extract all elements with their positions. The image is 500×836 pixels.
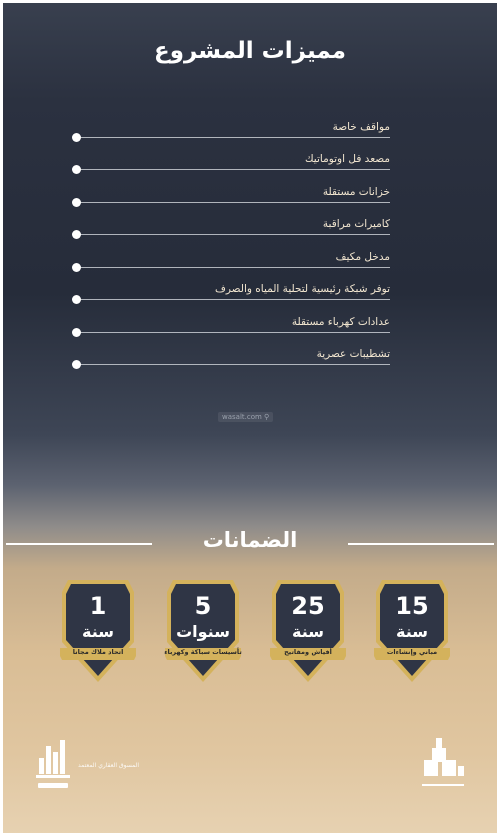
feature-item [74,108,390,138]
badge-number: 15 [395,592,429,620]
badge-number: 1 [89,592,107,620]
feature-line [78,137,390,138]
badge-number: 25 [291,592,325,620]
feature-item [74,140,390,170]
badge-caption: تأسيسات سباكة وكهرباء [164,648,242,656]
feature-line [78,364,390,365]
badge-unit: سنة [396,622,428,641]
feature-item [74,303,390,333]
brand-logo-icon [422,738,464,782]
badge-unit: سنوات [176,622,230,641]
guarantee-badge [60,578,136,688]
feature-label: خزانات مستقلة [322,186,390,198]
badge-number: 5 [194,592,212,620]
feature-label: مصعد فل اوتوماتيك [304,153,390,165]
feature-line [78,299,390,300]
feature-label: مدخل مكيف [335,251,390,263]
features-title: مميزات المشروع [153,38,347,64]
feature-label: توفر شبكة رئيسية لتحلية المياه والصرف [214,283,390,295]
guarantees-heading [0,528,500,558]
feature-item [74,238,390,268]
badge-unit: سنة [82,622,114,641]
feature-item [74,205,390,235]
feature-item [74,335,390,365]
watermark-text: wasalt.com [222,413,262,421]
feature-label: عدادات كهرباء مستقلة [291,316,390,328]
feature-item [74,270,390,300]
footer-small-text: المسوق العقاري المعتمد [78,762,140,769]
guarantee-badge [374,578,450,688]
developer-logo-icon [36,738,70,782]
feature-line [78,267,390,268]
badge-caption: مباني وإنشاءات [386,648,438,656]
badge-caption: أفياش ومفاتيح [284,648,332,656]
bullet-dot-icon [72,360,81,369]
badge-unit: سنة [292,622,324,641]
feature-line [78,332,390,333]
badge-caption: اتحاد ملاك مجانا [72,648,124,656]
watermark: wasalt.com ⚲ [218,412,273,422]
feature-label: كاميرات مراقبة [322,218,390,230]
feature-label: مواقف خاصة [332,121,390,133]
guarantees-title: الضمانات [202,528,298,552]
feature-line [78,234,390,235]
feature-item [74,173,390,203]
feature-line [78,169,390,170]
feature-label: تشطيبات عصرية [316,348,390,360]
feature-line [78,202,390,203]
guarantee-badge [270,578,346,688]
guarantee-badge [165,578,241,688]
